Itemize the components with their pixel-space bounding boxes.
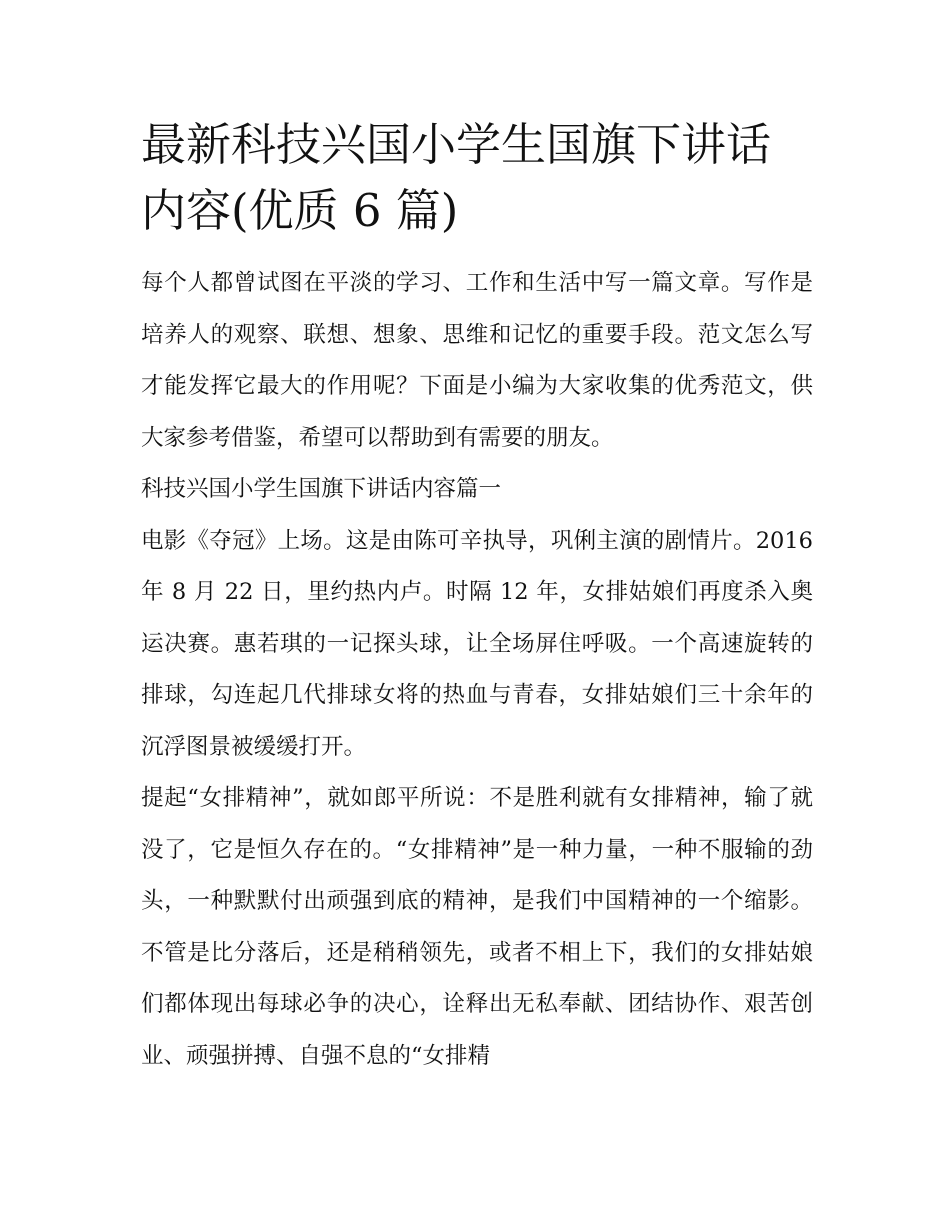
section-heading: 科技兴国小学生国旗下讲话内容篇一 xyxy=(141,476,502,502)
document-title: 最新科技兴国小学生国旗下讲话内容(优质 6 篇) xyxy=(141,118,772,237)
intro-paragraph: 每个人都曾试图在平淡的学习、工作和生活中写一篇文章。写作是培养人的观察、联想、想象、思维和记忆的重要手段。范文怎么写才能发挥它最大的作用呢？下面是小编为大家收集的优秀范文，供大家参考借鉴，希望可以帮助到有需要的朋友。 xyxy=(141,270,813,451)
body-paragraph-1: 电影《夺冠》上场。这是由陈可辛执导，巩俐主演的剧情片。2016 年 8 月 22 日，里约热内卢。时隔 12 年，女排姑娘们再度杀入奥运决赛。惠若琪的一记探头球，让全场屏住呼吸。一个高速旋转的排球，勾连起几代排球女将的热血与青春，女排姑娘们三十余年的沉浮图景被缓缓打开。 xyxy=(141,527,813,760)
body-paragraph-2: 提起“女排精神”，就如郎平所说：不是胜利就有女排精神，输了就没了，它是恒久存在的。“女排精神”是一种力量，一种不服输的劲头，一种默默付出顽强到底的精神，是我们中国精神的一个缩影。不管是比分落后，还是稍稍领先，或者不相上下，我们的女排姑娘们都体现出每球必争的决心，诠释出无私奉献、团结协作、艰苦创业、顽强拼搏、自强不息的“女排精 xyxy=(141,785,813,1069)
document-page xyxy=(141,112,813,1082)
